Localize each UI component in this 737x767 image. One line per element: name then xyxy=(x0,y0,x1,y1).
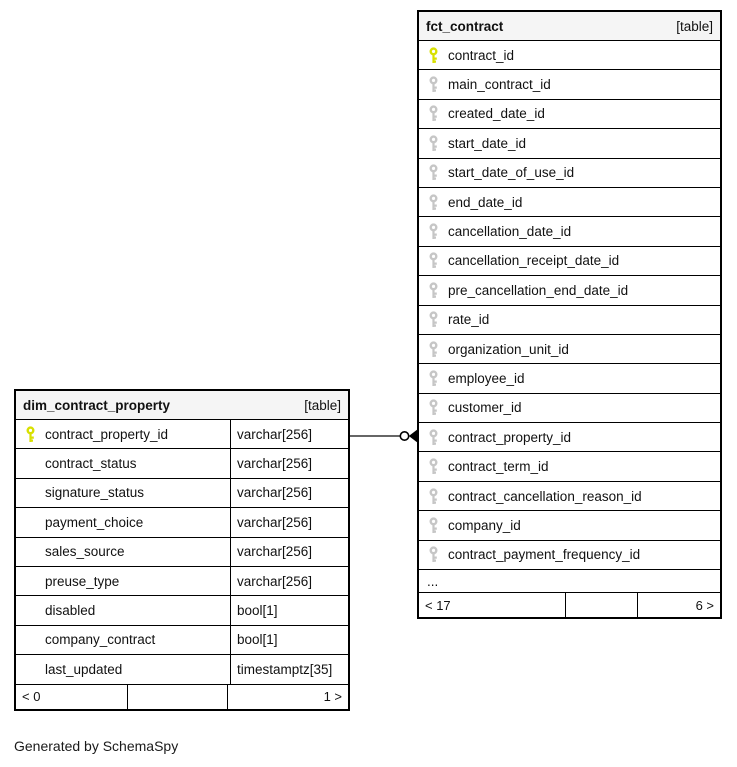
incoming-relationship-count: < 17 xyxy=(425,597,451,613)
column-row xyxy=(419,100,720,129)
outgoing-relationship-count: 1 > xyxy=(227,685,348,709)
column-name: cancellation_date_id xyxy=(448,224,572,240)
foreign-key-icon xyxy=(427,311,439,328)
foreign-key-icon xyxy=(427,194,439,211)
column-row xyxy=(16,508,348,537)
column-type: varchar[256] xyxy=(230,538,348,566)
column-row xyxy=(16,626,348,655)
column-row xyxy=(419,306,720,335)
relationship-count-footer xyxy=(16,685,348,709)
foreign-key-icon xyxy=(427,76,439,93)
column-row xyxy=(16,420,348,449)
table-type-badge: [table] xyxy=(676,18,713,34)
column-name: contract_property_id xyxy=(448,429,572,445)
foreign-key-icon xyxy=(427,399,439,416)
column-name: pre_cancellation_end_date_id xyxy=(448,282,629,298)
foreign-key-icon xyxy=(427,252,439,269)
table-name: dim_contract_property xyxy=(23,397,171,413)
column-name: signature_status xyxy=(45,485,145,501)
column-name: organization_unit_id xyxy=(448,341,569,357)
foreign-key-icon xyxy=(427,488,439,505)
column-row xyxy=(419,41,720,70)
footer-spacer xyxy=(565,593,637,617)
column-type: bool[1] xyxy=(230,626,348,654)
table-name: fct_contract xyxy=(426,18,504,34)
column-type: bool[1] xyxy=(230,596,348,624)
column-type: timestamptz[35] xyxy=(230,655,348,683)
column-row xyxy=(16,567,348,596)
column-row xyxy=(16,449,348,478)
column-name: contract_status xyxy=(45,456,137,472)
column-name: rate_id xyxy=(448,312,490,328)
column-name: main_contract_id xyxy=(448,77,551,93)
footer-spacer xyxy=(127,685,227,709)
foreign-key-icon xyxy=(427,223,439,240)
foreign-key-icon xyxy=(427,429,439,446)
column-row xyxy=(419,247,720,276)
column-row xyxy=(419,541,720,570)
column-type: varchar[256] xyxy=(230,479,348,507)
column-row xyxy=(16,655,348,684)
column-row xyxy=(419,482,720,511)
column-name: contract_cancellation_reason_id xyxy=(448,488,642,504)
column-row xyxy=(16,479,348,508)
column-row xyxy=(419,276,720,305)
column-row xyxy=(419,159,720,188)
table-header[interactable] xyxy=(419,12,720,41)
column-row xyxy=(419,394,720,423)
foreign-key-icon xyxy=(427,282,439,299)
foreign-key-icon xyxy=(427,517,439,534)
column-row xyxy=(419,364,720,393)
column-name: employee_id xyxy=(448,370,525,386)
column-row xyxy=(419,70,720,99)
relationship-count-footer xyxy=(419,593,720,617)
column-list xyxy=(16,420,348,685)
column-name: start_date_id xyxy=(448,135,527,151)
foreign-key-icon xyxy=(427,458,439,475)
column-type: varchar[256] xyxy=(230,449,348,477)
column-name: customer_id xyxy=(448,400,522,416)
foreign-key-icon xyxy=(427,341,439,358)
table-dim-contract-property[interactable] xyxy=(14,389,350,711)
column-name: last_updated xyxy=(45,661,123,677)
column-name: company_contract xyxy=(45,632,156,648)
generator-note: Generated by SchemaSpy xyxy=(14,738,179,754)
column-type: varchar[256] xyxy=(230,508,348,536)
column-name: disabled xyxy=(45,603,96,619)
column-row xyxy=(419,452,720,481)
column-name: contract_id xyxy=(448,47,515,63)
zero-cardinality-circle xyxy=(400,432,408,440)
incoming-relationship-count: < 0 xyxy=(22,689,41,705)
column-name: created_date_id xyxy=(448,106,545,122)
column-list xyxy=(419,41,720,570)
column-name: contract_payment_frequency_id xyxy=(448,547,641,563)
foreign-key-icon xyxy=(427,105,439,122)
column-name: start_date_of_use_id xyxy=(448,165,575,181)
column-name: sales_source xyxy=(45,544,125,560)
column-row xyxy=(419,217,720,246)
column-type: varchar[256] xyxy=(230,567,348,595)
column-name: contract_property_id xyxy=(45,426,169,442)
column-name: preuse_type xyxy=(45,573,120,589)
primary-key-icon xyxy=(427,47,439,64)
column-name: company_id xyxy=(448,517,521,533)
column-name: contract_term_id xyxy=(448,459,549,475)
foreign-key-icon xyxy=(427,546,439,563)
primary-key-icon xyxy=(24,426,36,443)
column-name: cancellation_receipt_date_id xyxy=(448,253,620,269)
table-type-badge: [table] xyxy=(304,397,341,413)
truncated-columns-indicator: ... xyxy=(419,570,720,593)
outgoing-relationship-count: 6 > xyxy=(637,593,720,617)
foreign-key-icon xyxy=(427,135,439,152)
column-type: varchar[256] xyxy=(230,420,348,448)
table-header[interactable] xyxy=(16,391,348,420)
table-fct-contract[interactable] xyxy=(417,10,722,619)
column-row xyxy=(16,538,348,567)
column-row xyxy=(419,335,720,364)
column-name: end_date_id xyxy=(448,194,523,210)
column-name: payment_choice xyxy=(45,514,144,530)
foreign-key-icon xyxy=(427,164,439,181)
column-row xyxy=(419,511,720,540)
column-row xyxy=(419,423,720,452)
column-row xyxy=(419,188,720,217)
foreign-key-icon xyxy=(427,370,439,387)
column-row xyxy=(419,129,720,158)
column-row xyxy=(16,596,348,625)
